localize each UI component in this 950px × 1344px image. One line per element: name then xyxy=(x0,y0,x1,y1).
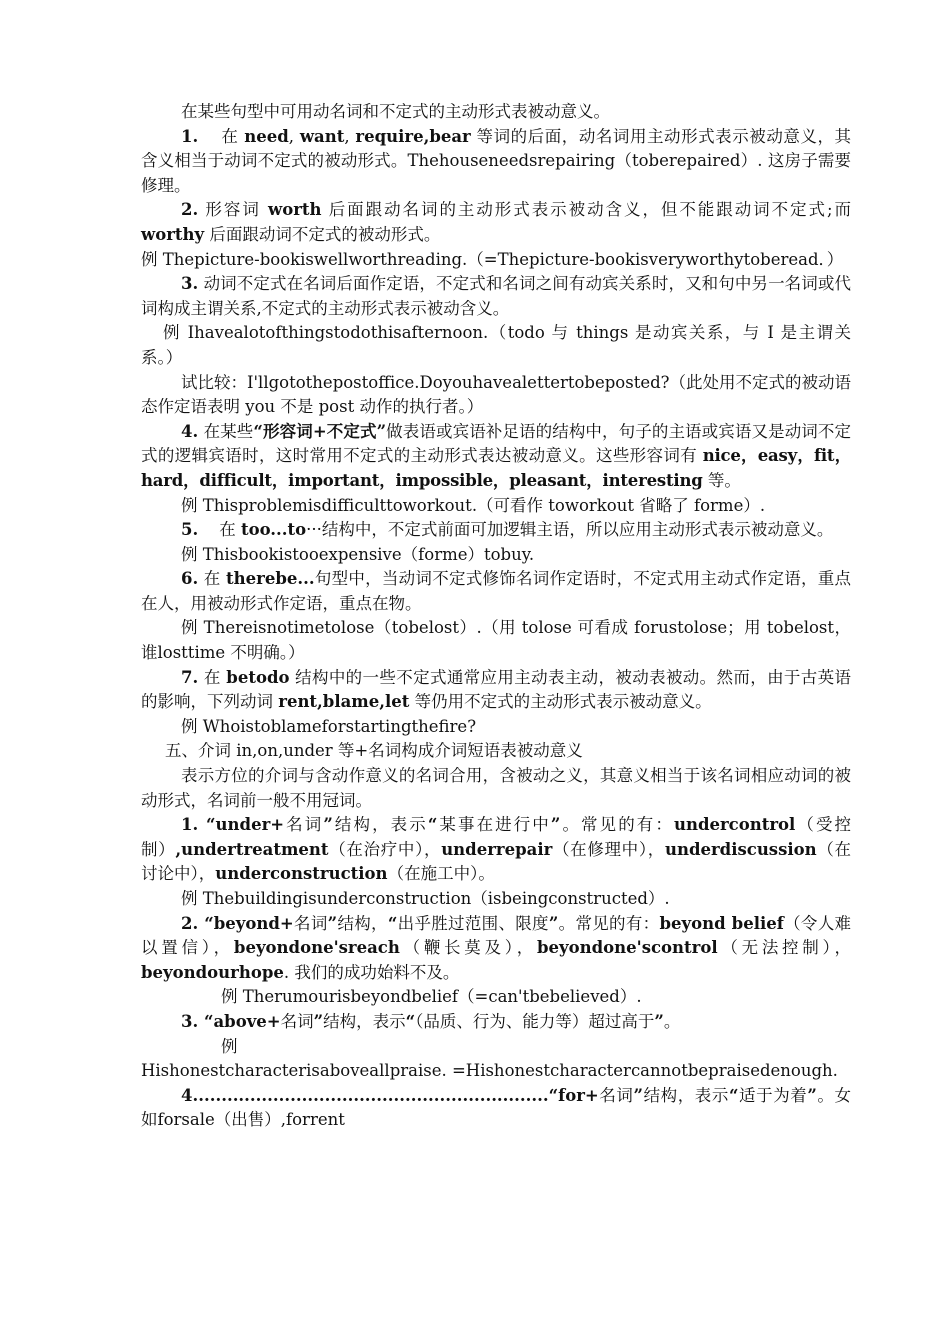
section-5-intro xyxy=(141,764,851,813)
rule-5-word-too-to: too...to xyxy=(240,520,307,540)
section-5-title: 五、介词 in,on,under 等+名词构成介词短语表被动意义 xyxy=(165,741,583,761)
document-page xyxy=(141,100,851,1133)
rule-4-text-d: 等。 xyxy=(702,470,741,490)
item-1-example-text: 例 Thebuildingisunderconstruction（isbeingconstructed）. xyxy=(181,889,670,908)
rule-5-paragraph xyxy=(141,518,851,543)
item-3-b: 名词 xyxy=(280,1011,314,1031)
rule-5-example-text: 例 Thisbookistooexpensive（forme）tobuy. xyxy=(181,544,535,564)
rule-4-adjectives: nice，easy，fit，hard，difficult，important，impossible，pleasant，interesting xyxy=(141,446,852,490)
rule-3-compare xyxy=(141,371,851,420)
rule-1-word-need: need xyxy=(244,126,289,146)
item-4-f: 适于为着 xyxy=(738,1085,808,1105)
rule-5-text-a: 在 xyxy=(219,520,241,540)
rule-5-text-b: ···结构中，不定式前面可加逻辑主语，所以应用主动形式表示被动意义。 xyxy=(306,520,834,540)
item-1-e: “ xyxy=(427,815,438,835)
rule-7-text-b: 结构中的一些不定式通常应用主动表主动， xyxy=(289,667,616,687)
rule-7-text-e: 等仍用不定式的主动形式表示被动意义。 xyxy=(409,692,712,712)
rule-3-compare-text: 试比较：I'llgotothepostoffice.Doyouhavealettertobeposted?（此处用不定式的被动语态作定语表明 you 不是 post 动作的执行者。） xyxy=(141,372,852,417)
item-1-g: ” xyxy=(550,815,561,835)
rule-7-paragraph xyxy=(141,666,851,715)
item-3-example-mark: 例 xyxy=(221,1036,238,1056)
section-5-intro-text: 表示方位的介词与含动作意义的名词合用，含被动之义，其意义相当于该名词相应动词的被动形式，名词前一般不用冠词。 xyxy=(141,766,851,810)
rule-1-text-b: 等词的后面，动名词用主动形式表示被动意义，其含义相当于动词不定式的被动形式。Thehouseneedsrepairing（toberepaired）. 这房子需要修理。 xyxy=(141,126,852,195)
item-2-w1: beyond belief xyxy=(659,913,784,933)
rule-4-number: 4. xyxy=(181,421,199,441)
item-2-w4: beyondourhope xyxy=(141,962,284,982)
item-2-example-text: 例 Therumourisbeyondbelief（=can'tbebelieved）. xyxy=(221,987,642,1007)
rule-7-verbs: rent,blame,let xyxy=(278,692,410,712)
item-4-e: “ xyxy=(728,1085,739,1105)
item-2-l: . 我们的成功始料不及。 xyxy=(283,962,460,982)
item-4-g: ” xyxy=(807,1085,817,1105)
item-2-d: 结构， xyxy=(337,913,388,933)
rule-1-number: 1. xyxy=(181,126,199,146)
rule-4-text-c: 做表语或宾语补足语的结构中，句子的主语或宾语又是动词不定式的逻辑宾语时，这时常用不定式的主动形式表达被动意义。这些形容词有 xyxy=(141,421,852,466)
item-3-c: ” xyxy=(313,1011,324,1031)
item-4-c: ” xyxy=(633,1085,643,1105)
item-2-w2: beyondone'sreach xyxy=(233,938,400,958)
rule-2-word-worthy: worthy xyxy=(141,224,205,244)
item-3-example-text: Hishonestcharacterisaboveallpraise. =Hishonestcharactercannotbepraisedenough. xyxy=(141,1061,838,1081)
rule-4-text-b: “形容词+不定式” xyxy=(253,421,387,441)
item-4-d: 结构，表示 xyxy=(642,1085,729,1105)
item-1-example xyxy=(141,887,851,912)
item-1-a: 1. “under+ xyxy=(181,815,285,835)
item-1-f: 某事在进行中 xyxy=(437,815,551,835)
rule-2-text-c: 后面跟动词不定式的被动形式。 xyxy=(204,224,441,244)
item-1-m: （在施工中）。 xyxy=(387,864,495,884)
item-2-c: ” xyxy=(327,913,338,933)
item-2-w3: beyondone'scontrol xyxy=(536,938,718,958)
rule-1-paragraph xyxy=(141,125,851,199)
item-1-w5: underconstruction xyxy=(215,864,388,884)
item-1-w2: ,undertreatment xyxy=(175,839,329,859)
item-1-d: 结构，表示 xyxy=(332,815,428,835)
rule-6-example-text: 例 Thereisnotimetolose（tobelost）.（用 tolose 可看成 forustolose；用 tobelost，谁losttime 不明确。） xyxy=(141,618,851,663)
rule-7-example xyxy=(141,715,851,740)
item-2-j: （鞭长莫及）， xyxy=(399,938,537,958)
rule-7-word-betodo: betodo xyxy=(226,667,290,687)
rule-2-text-b: 后面跟动名词的主动形式表示被动含义，但不能跟动词不定式;而 xyxy=(321,200,851,220)
item-1-k: （在修理中）， xyxy=(552,839,665,859)
item-2-paragraph xyxy=(141,912,851,986)
rule-5-example xyxy=(141,543,851,568)
rule-1-comma-1: , xyxy=(288,126,300,146)
rule-5-number: 5. xyxy=(181,520,199,540)
rule-7-text-a: 在 xyxy=(198,667,227,687)
rule-2-example xyxy=(141,248,851,273)
item-1-w3: underrepair xyxy=(441,839,553,859)
rule-6-number: 6. xyxy=(181,569,199,589)
item-4-h: 。女如forsale（出售）,forrent xyxy=(141,1085,851,1130)
rule-7-number: 7. xyxy=(181,667,199,687)
rule-3-paragraph xyxy=(141,272,851,321)
rule-6-text-a: 在 xyxy=(198,569,227,589)
rule-3-example-text: 例 Ihavealotofthingstodothisafternoon.（todo 与 things 是动宾关系，与 I 是主谓关系。） xyxy=(141,323,851,367)
item-2-f: 出乎胜过范围、限度 xyxy=(397,913,549,933)
rule-6-paragraph xyxy=(141,567,851,616)
intro-text: 在某些句型中可用动名词和不定式的主动形式表被动意义。 xyxy=(181,102,610,121)
rule-2-number: 2. xyxy=(181,200,199,220)
rule-4-paragraph xyxy=(141,420,851,494)
rule-6-word-therebe: therebe... xyxy=(226,569,315,589)
item-2-g: ” xyxy=(548,913,559,933)
item-1-l: （在讨论中）， xyxy=(141,839,852,884)
rule-4-example-text: 例 Thisproblemisdifficulttoworkout.（可看作 toworkout 省略了 forme）. xyxy=(181,495,766,515)
rule-2-word-worth: worth xyxy=(268,200,322,220)
item-1-w4: underdiscussion xyxy=(664,839,817,859)
rule-1-word-require: require,bear xyxy=(355,126,471,146)
item-4-paragraph xyxy=(141,1084,851,1133)
rule-6-text-b: 句型中，当动词不定式修饰名词作定语时，不定式用主动式作定语，重点在人，用被动形式作定语，重点在物。 xyxy=(141,569,851,613)
rule-4-example xyxy=(141,494,851,519)
item-3-g: ” xyxy=(654,1011,664,1031)
rule-3-example xyxy=(141,321,851,370)
rule-1-comma-2: , xyxy=(344,126,356,146)
rule-1-word-want: want xyxy=(299,126,345,146)
item-2-h: 。常见的有： xyxy=(558,913,660,933)
item-2-a: 2. “beyond+ xyxy=(181,913,294,933)
rule-2-example-text: 例 Thepicture-bookiswellworthreading.（=Thepicture-bookisveryworthytoberead．） xyxy=(141,249,844,269)
item-3-d: 结构，表示 xyxy=(323,1011,406,1031)
item-1-i: （受控制） xyxy=(141,815,852,859)
item-2-k: （无法控制）， xyxy=(717,938,852,958)
item-2-example xyxy=(141,985,851,1010)
intro-paragraph xyxy=(141,100,851,125)
rule-3-number: 3. xyxy=(181,274,199,294)
rule-2-text-a: 形容词 xyxy=(198,200,268,220)
item-4-a: 4..............................................................“for+ xyxy=(181,1085,599,1105)
rule-7-text-c: 被动表被动。然而， xyxy=(615,667,768,687)
rule-7-example-text: 例 Whoistoblameforstartingthefire? xyxy=(181,716,477,736)
item-2-i: （令人难以置信）， xyxy=(141,913,852,958)
item-1-paragraph xyxy=(141,813,851,887)
item-3-paragraph xyxy=(141,1010,851,1035)
item-1-c: ” xyxy=(323,815,333,835)
rule-4-text-a: 在某些 xyxy=(198,421,254,441)
item-3-h: 。 xyxy=(663,1011,681,1031)
item-1-j: （在治疗中）， xyxy=(328,839,442,859)
item-1-h: 。常见的有： xyxy=(560,815,674,835)
item-3-a: 3. “above+ xyxy=(181,1011,281,1031)
item-3-e: “ xyxy=(405,1011,416,1031)
item-4-b: 名词 xyxy=(598,1085,634,1105)
item-3-example xyxy=(141,1059,851,1084)
rule-2-paragraph xyxy=(141,198,851,247)
item-3-example-label xyxy=(141,1035,851,1060)
rule-6-example xyxy=(141,616,851,665)
item-2-e: “ xyxy=(387,913,398,933)
item-1-b: 名词 xyxy=(284,815,324,835)
rule-1-text-a: 在 xyxy=(221,126,239,146)
item-3-f: （品质、行为、能力等）超过高于 xyxy=(415,1011,655,1031)
section-5-heading xyxy=(141,739,851,764)
rule-7-text-d: 由于古英语的影响，下列动词 xyxy=(141,667,851,712)
item-1-w1: undercontrol xyxy=(673,815,796,835)
item-2-b: 名词 xyxy=(293,913,328,933)
rule-3-text: 动词不定式在名词后面作定语，不定式和名词之间有动宾关系时，又和句中另一名词或代词构成主谓关系,不定式的主动形式表示被动含义。 xyxy=(141,274,851,318)
